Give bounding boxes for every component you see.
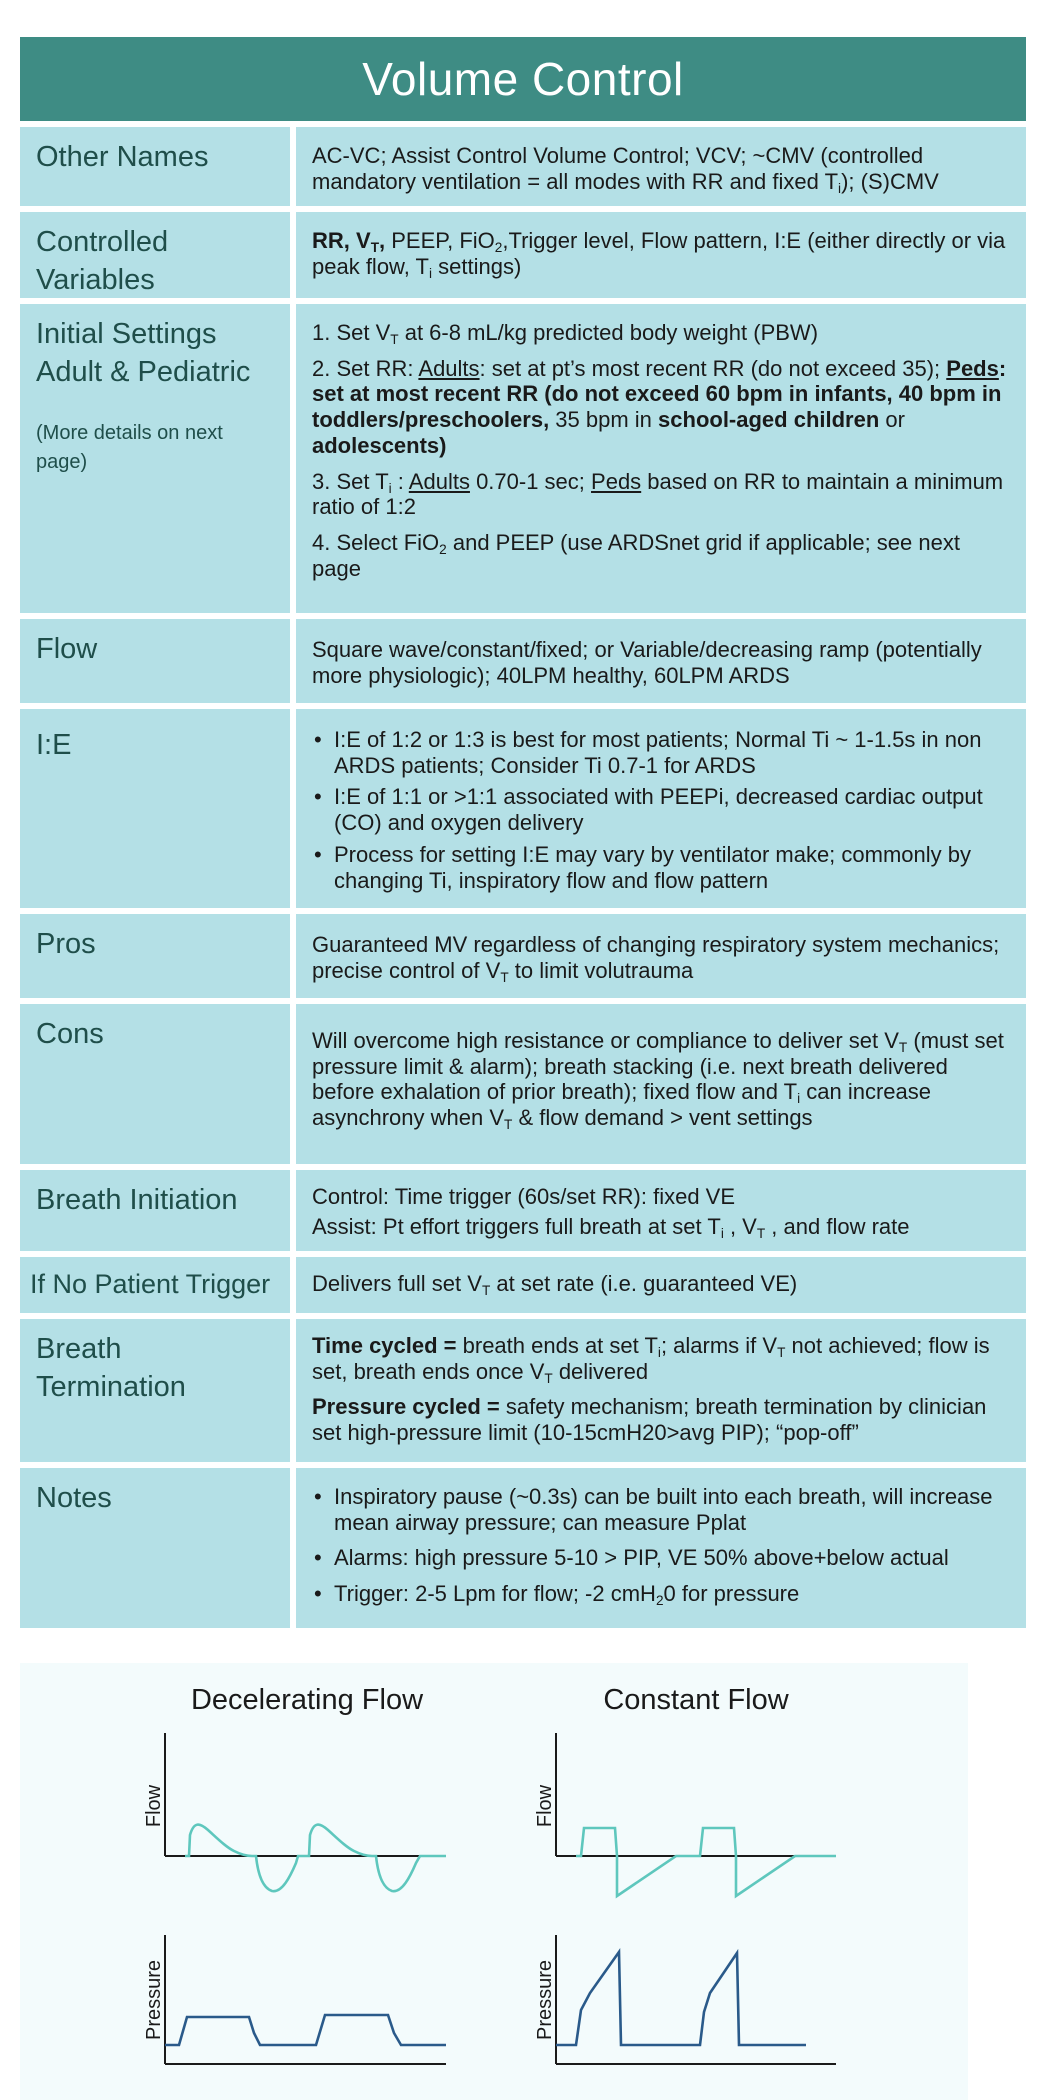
subscript: T xyxy=(370,239,380,255)
const-flow-waveform xyxy=(576,1828,836,1896)
decel-pressure-waveform xyxy=(165,2015,446,2045)
assist-line xyxy=(312,1214,1010,1240)
subscript: 2 xyxy=(494,239,503,255)
const-pressure-waveform xyxy=(556,1952,806,2045)
text: Will overcome high resistance or compliance to deliver set V xyxy=(312,1028,899,1053)
row-controlled-variables xyxy=(20,212,1026,298)
row-label xyxy=(20,304,290,613)
row-label: Cons xyxy=(20,1004,290,1164)
text: : xyxy=(391,468,409,494)
time-cycled xyxy=(312,1333,1010,1384)
subscript: 2 xyxy=(655,1593,664,1609)
text: Assist: Pt effort triggers full breath at set T xyxy=(312,1213,721,1239)
row-value xyxy=(296,1170,1026,1251)
subscript: T xyxy=(390,331,399,347)
list-item xyxy=(312,1581,1010,1607)
text: not achieved; flow is set, breath ends once V xyxy=(312,1333,990,1384)
text: Peds xyxy=(591,468,642,494)
text: ,Trigger level, Flow pattern, I:E (either directly or via peak flow, T xyxy=(312,228,1006,279)
subscript: T xyxy=(898,1039,908,1055)
subscript: T xyxy=(500,969,509,985)
decel-pressure-graph xyxy=(143,1935,446,2064)
row-label: I:E xyxy=(20,709,290,908)
decel-flow-waveform xyxy=(185,1825,446,1892)
text: Time cycled = xyxy=(312,1333,457,1358)
row-value xyxy=(296,1257,1026,1313)
row-value xyxy=(296,1468,1026,1628)
text: 2. Set RR: xyxy=(312,355,419,381)
subscript: T xyxy=(756,1225,766,1241)
const-flow-graph xyxy=(534,1733,836,1896)
text: Adults xyxy=(418,355,480,381)
text: (must set pressure limit & alarm); breath stacking (i.e. next breath delivered before exhalation of prior breath); fixed flow and T xyxy=(312,1028,1004,1105)
subscript: i xyxy=(838,180,842,196)
row-value: Square wave/constant/fixed; or Variable/decreasing ramp (potentially more physiologic); 40LPM healthy, 60LPM ARDS xyxy=(296,619,1026,703)
text: 3. Set T xyxy=(312,468,389,494)
row-label: Pros xyxy=(20,914,290,998)
row-label: Breath Termination xyxy=(20,1319,290,1462)
row-value xyxy=(296,709,1026,908)
list-item: • Inspiratory pause (~0.3s) can be built into each breath, will increase mean airway pressure; can measure Pplat xyxy=(312,1484,1010,1535)
text: delivered xyxy=(552,1358,649,1384)
const-pressure-axis-label: Pressure xyxy=(534,1959,556,2041)
row-label: Flow xyxy=(20,619,290,703)
text: ); (S)CMV xyxy=(841,168,939,194)
decelerating-flow-title: Decelerating Flow xyxy=(190,1684,424,1716)
control-line: Control: Time trigger (60s/set RR): fixed VE xyxy=(312,1184,736,1209)
row-breath-initiation xyxy=(20,1170,1026,1251)
text: , V xyxy=(723,1213,757,1239)
text: at 6-8 mL/kg predicted body weight (PBW) xyxy=(398,320,819,345)
subscript: i xyxy=(797,1091,801,1107)
text: safety mechanism; breath termination by clinician set high-pressure limit (10-15cmH20>avg PIP); “pop-off” xyxy=(312,1394,987,1446)
row-value xyxy=(296,914,1026,998)
text: , and flow rate xyxy=(765,1213,910,1239)
text: ; alarms if V xyxy=(660,1333,778,1358)
subscript: i xyxy=(429,265,433,281)
row-label: Notes xyxy=(20,1468,290,1628)
const-pressure-graph xyxy=(534,1935,836,2064)
waveform-svg xyxy=(20,1663,968,2100)
label-text: Initial Settings Adult & Pediatric xyxy=(36,318,251,388)
row-value xyxy=(296,1319,1026,1462)
row-value xyxy=(296,1004,1026,1164)
row-label: Breath Initiation xyxy=(20,1170,290,1251)
list-item: • Alarms: high pressure 5-10 > PIP, VE 50% above+below actual xyxy=(312,1545,1010,1571)
mode-table xyxy=(20,127,1026,1628)
subscript: i xyxy=(388,480,392,496)
row-breath-termination xyxy=(20,1319,1026,1462)
text: and PEEP (use ARDSnet grid if applicable; see next page xyxy=(312,530,960,581)
row-label: Controlled Variables xyxy=(20,212,290,298)
text: school-aged children xyxy=(658,407,880,433)
subscript: T xyxy=(544,1370,553,1386)
text: settings) xyxy=(432,253,522,279)
row-no-patient-trigger xyxy=(20,1257,1026,1313)
text: 0 for pressure xyxy=(663,1581,800,1607)
text: Adults xyxy=(408,468,470,494)
step-1 xyxy=(312,320,1010,346)
text: AC-VC; Assist Control Volume Control; VCV; ~CMV (controlled mandatory ventilation = all modes with RR and fixed T xyxy=(312,143,924,194)
subscript: T xyxy=(777,1344,786,1360)
text: 4. Select FiO xyxy=(312,530,440,556)
text: Trigger: 2-5 Lpm for flow; -2 cmH xyxy=(334,1581,656,1607)
row-other-names xyxy=(20,127,1026,206)
row-label: If No Patient Trigger xyxy=(20,1257,290,1313)
text: can increase asynchrony when V xyxy=(312,1079,931,1131)
text: , xyxy=(379,228,386,253)
text: RR, V xyxy=(312,228,371,253)
text: Delivers full set V xyxy=(312,1271,482,1296)
label-note: (More details on next page) xyxy=(36,422,223,474)
constant-flow-title: Constant Flow xyxy=(603,1684,789,1716)
notes-list xyxy=(312,1484,1010,1607)
const-flow-axis-label: Flow xyxy=(534,1784,556,1828)
subscript: 2 xyxy=(439,541,447,557)
text: : set at most recent RR (do not exceed 60 bpm in infants, 40 bpm in toddlers/preschoolers, xyxy=(312,355,1007,433)
text: to limit volutrauma xyxy=(508,957,694,983)
text: Guaranteed MV regardless of changing respiratory system mechanics; precise control of V xyxy=(312,932,1000,983)
text: breath ends at set T xyxy=(456,1333,658,1358)
row-cons xyxy=(20,1004,1026,1164)
text: or xyxy=(879,407,905,433)
step-3 xyxy=(312,469,1010,520)
text: adolescents) xyxy=(312,432,447,458)
text: 0.70-1 sec; xyxy=(469,468,592,494)
row-pros xyxy=(20,914,1026,998)
row-initial-settings xyxy=(20,304,1026,613)
list-item: • I:E of 1:1 or >1:1 associated with PEEPi, decreased cardiac output (CO) and oxygen delivery xyxy=(312,784,1010,835)
text: based on RR to maintain a minimum ratio of 1:2 xyxy=(312,468,1004,520)
text: Peds xyxy=(946,355,999,381)
text: at set rate (i.e. guaranteed VE) xyxy=(490,1271,798,1296)
subscript: T xyxy=(504,1117,513,1133)
list-item: • I:E of 1:2 or 1:3 is best for most patients; Normal Ti ~ 1-1.5s in non ARDS patients; Consider Ti 0.7-1 for ARDS xyxy=(312,727,1010,778)
page-title: Volume Control xyxy=(20,37,1026,121)
ie-list xyxy=(312,727,1010,893)
list-item: • Process for setting I:E may vary by ventilator make; commonly by changing Ti, inspiratory flow and flow pattern xyxy=(312,842,1010,893)
row-flow xyxy=(20,619,1026,703)
step-2 xyxy=(312,356,1010,459)
step-4 xyxy=(312,530,1010,581)
decel-flow-axis-label: Flow xyxy=(143,1784,165,1828)
row-value xyxy=(296,127,1026,206)
decel-flow-graph xyxy=(143,1733,446,1891)
row-value xyxy=(296,212,1026,298)
text: Pressure cycled = xyxy=(312,1394,500,1420)
subscript: T xyxy=(481,1282,491,1298)
volume-control-sheet xyxy=(20,37,1026,1634)
pressure-cycled xyxy=(312,1394,1010,1445)
row-label: Other Names xyxy=(20,127,290,206)
subscript: i xyxy=(657,1344,661,1360)
text: : set at pt’s most recent RR (do not exceed 35); xyxy=(479,355,947,381)
text: PEEP, FiO xyxy=(385,228,495,253)
text: 1. Set V xyxy=(312,320,391,345)
subscript: i xyxy=(720,1225,724,1241)
row-ie xyxy=(20,709,1026,908)
waveform-figure xyxy=(20,1663,968,2100)
row-notes xyxy=(20,1468,1026,1628)
row-value xyxy=(296,304,1026,613)
decel-pressure-axis-label: Pressure xyxy=(143,1959,165,2041)
text: 35 bpm in xyxy=(549,407,659,433)
text: & flow demand > vent settings xyxy=(512,1105,813,1131)
